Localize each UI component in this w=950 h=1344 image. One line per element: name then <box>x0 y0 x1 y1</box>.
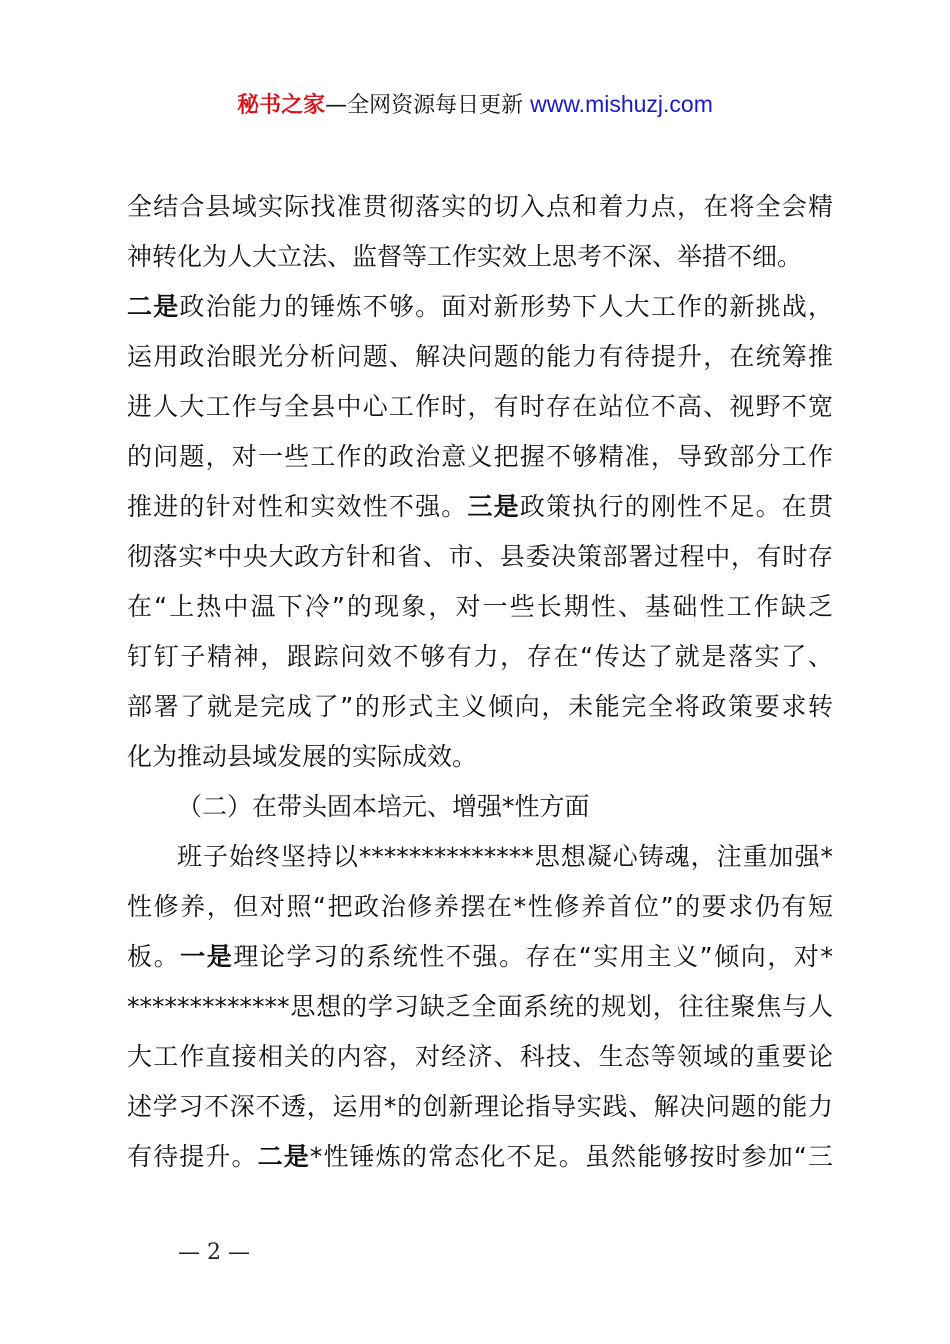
text-line: 运用政治眼光分析问题、解决问题的能力有待提升，在统筹推 <box>127 342 833 371</box>
text-line: 钉钉子精神，跟踪问效不够有力，存在“传达了就是落实了、 <box>127 642 833 671</box>
site-header <box>0 88 950 122</box>
site-url[interactable]: www.mishuzj.com <box>530 91 713 117</box>
text-line: 板。一是理论学习的系统性不强。存在“实用主义”倾向，对* <box>127 942 833 971</box>
text-line: 性修养，但对照“把政治修养摆在*性修养首位”的要求仍有短 <box>127 892 833 921</box>
document-body <box>127 182 833 1182</box>
text-line: *************思想的学习缺乏全面系统的规划，往往聚焦与人 <box>127 992 833 1021</box>
text-line: 在“上热中温下冷”的现象，对一些长期性、基础性工作缺乏 <box>127 592 833 621</box>
page-number: — 2 — <box>178 1240 250 1265</box>
text-line: 的问题，对一些工作的政治意义把握不够精准，导致部分工作 <box>127 442 833 471</box>
point-marker: 二是 <box>257 1142 310 1171</box>
text-line: 神转化为人大立法、监督等工作实效上思考不深、举措不细。 <box>127 242 803 271</box>
text-line: 全结合县域实际找准贯彻落实的切入点和着力点，在将全会精 <box>127 192 833 221</box>
text-line: 二是政治能力的锤炼不够。面对新形势下人大工作的新挑战， <box>127 292 833 321</box>
text-line: 班子始终坚持以**************思想凝心铸魂，注重加强* <box>177 842 833 871</box>
text-line: 进人大工作与全县中心工作时，有时存在站位不高、视野不宽 <box>127 392 833 421</box>
text-line: 化为推动县域发展的实际成效。 <box>127 742 478 771</box>
text-line: 部署了就是完成了”的形式主义倾向，未能完全将政策要求转 <box>127 692 833 721</box>
brand-name: 秘书之家 <box>237 93 326 118</box>
text-line: 彻落实*中央大政方针和省、市、县委决策部署过程中，有时存 <box>127 542 833 571</box>
text-line: 大工作直接相关的内容，对经济、科技、生态等领域的重要论 <box>127 1042 833 1071</box>
text-line: 推进的针对性和实效性不强。三是政策执行的刚性不足。在贯 <box>127 492 833 521</box>
point-marker: 三是 <box>467 492 520 521</box>
point-marker: 一是 <box>180 942 234 971</box>
section-heading: （二）在带头固本培元、增强*性方面 <box>177 792 590 821</box>
text-line: 有待提升。二是*性锤炼的常态化不足。虽然能够按时参加“三 <box>127 1142 833 1171</box>
point-marker: 二是 <box>127 292 180 321</box>
header-tagline: —全网资源每日更新 <box>325 93 531 118</box>
text-line: 述学习不深不透，运用*的创新理论指导实践、解决问题的能力 <box>127 1092 833 1121</box>
